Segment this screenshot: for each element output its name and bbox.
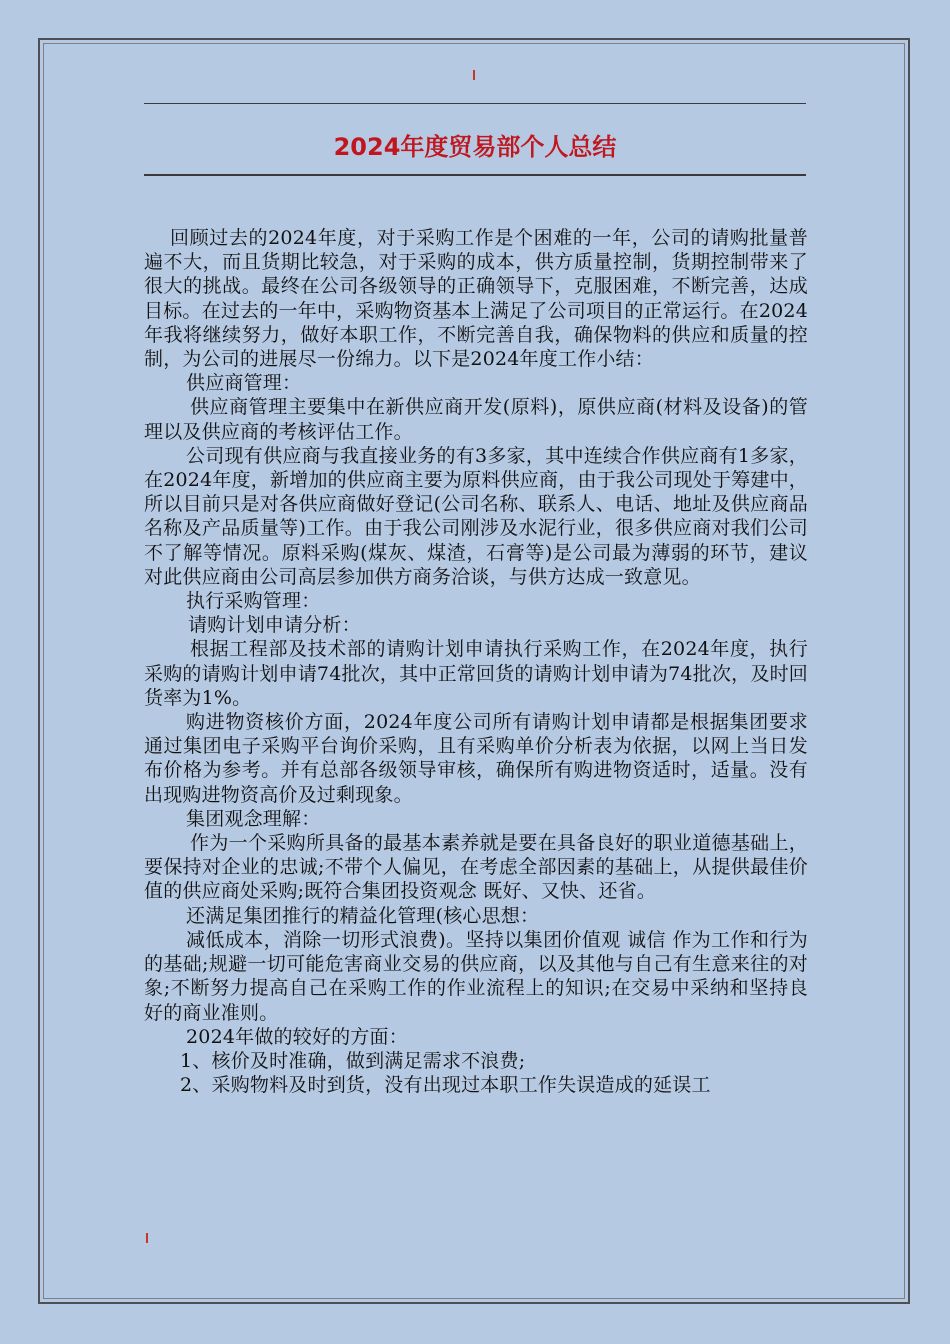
title-underline: [144, 174, 806, 176]
section-heading-procurement: 执行采购管理：: [186, 590, 321, 613]
intro-paragraph: 回顾过去的2024年度，对于采购工作是个困难的一年，公司的请购批量普遍不大，而且货期比较急，对于采购的成本，供方质量控制，货期控制带来了很大的挑战。最终在公司各级领导的正确领导下，克服困难，不断完善，达成目标。在过去的一年中，采购物资基本上满足了公司项目的正常运行。在2024年我将继续努力，做好本职工作，不断完善自我，确保物料的供应和质量的控制，为公司的进展尽一份绵力。以下是2024年度工作小结：: [144, 227, 808, 371]
body-paragraph: 购进物资核价方面，2024年度公司所有请购计划申请都是根据集团要求通过集团电子采购平台询价采购，且有采购单价分析表为依据，以网上当日发布价格为参考。并有总部各级领导审核，确保所有购进物资适时，适量。没有出现购进物资高价及过剩现象。: [144, 711, 808, 806]
document-title: 2024年度贸易部个人总结: [333, 133, 617, 161]
section-heading-group-concept: 集团观念理解：: [186, 807, 321, 830]
section-heading-supplier: 供应商管理：: [186, 372, 302, 395]
body-paragraph: 供应商管理主要集中在新供应商开发(原料)，原供应商(材料及设备)的管理以及供应商的考核评估工作。: [144, 396, 808, 443]
list-item: 1、核价及时准确，做到满足需求不浪费;: [180, 1049, 526, 1072]
footer-marker: [146, 1233, 148, 1243]
body-paragraph: 公司现有供应商与我直接业务的有3多家，其中连续合作供应商有1多家，在2024年度，新增加的供应商主要为原料供应商，由于我公司现处于筹建中，所以目前只是对各供应商做好登记(公司名称、联系人、电话、地址及供应商品名称及产品质量等)工作。由于我公司刚涉及水泥行业，很多供应商对我们公司不了解等情况。原料采购(煤灰、煤渣，石膏等)是公司最为薄弱的环节，建议对此供应商由公司高层参加供方商务洽谈，与供方达成一致意见。: [144, 444, 808, 588]
list-item: 2、采购物料及时到货，没有出现过本职工作失误造成的延误工: [180, 1074, 711, 1097]
header-marker: [473, 70, 475, 80]
body-paragraph: 还满足集团推行的精益化管理(核心思想：: [186, 904, 540, 927]
subsection-heading-requisition: 请购计划申请分析：: [188, 614, 361, 637]
section-heading-achievements: 2024年做的较好的方面：: [186, 1025, 408, 1048]
body-paragraph: 减低成本，消除一切形式浪费)。坚持以集团价值观 诚信 作为工作和行为的基础;规避一切可能危害商业交易的供应商，以及其他与自己有生意来往的对象;不断努力提高自己在采购工作的作业流程上的知识;在交易中采纳和坚持良好的商业准则。: [144, 928, 808, 1024]
body-paragraph: 根据工程部及技术部的请购计划申请执行采购工作，在2024年度，执行采购的请购计划申请74批次，其中正常回货的请购计划申请为74批次，及时回货率为1%。: [144, 638, 808, 709]
document-body: [144, 226, 808, 1097]
header-rule: [144, 103, 806, 104]
body-paragraph: 作为一个采购所具备的最基本素养就是要在具备良好的职业道德基础上，要保持对企业的忠诚;不带个人偏见，在考虑全部因素的基础上，从提供最佳价值的供应商处采购;既符合集团投资观念 既好、又快、还省。: [144, 832, 808, 903]
